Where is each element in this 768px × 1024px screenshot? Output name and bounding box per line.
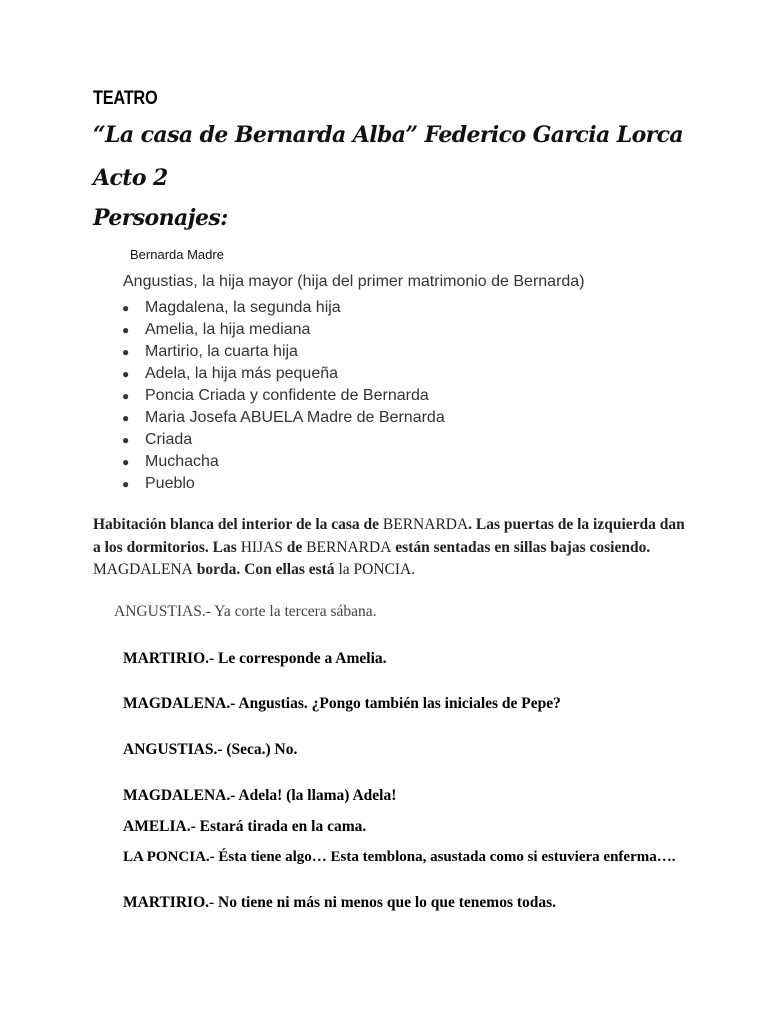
cast-list xyxy=(122,297,445,495)
dialogue-text: Angustias. ¿Pongo también las iniciales de Pepe? xyxy=(235,695,561,712)
dialogue-line xyxy=(114,603,377,621)
list-item: ● Amelia, la hija mediana xyxy=(122,319,445,341)
bullet-icon: ● xyxy=(122,367,130,381)
list-item: ● Adela, la hija más pequeña xyxy=(122,363,445,385)
speaker-name: AMELIA.- xyxy=(123,818,196,835)
dialogue-line xyxy=(123,695,561,713)
dialogue-line xyxy=(123,741,297,759)
dialogue-text: Estará tirada en la cama. xyxy=(195,818,367,835)
bullet-icon: ● xyxy=(122,301,130,315)
cast-heading: Personajes: xyxy=(93,205,228,231)
dialogue-line xyxy=(123,650,387,668)
speaker-name: MAGDALENA.- xyxy=(123,787,236,804)
dialogue-line xyxy=(123,894,556,912)
list-item: ● Martirio, la cuarta hija xyxy=(122,341,445,363)
stage-direction: Habitación blanca del interior de la casa de BERNARDA. Las puertas de la izquierda dan a los dormitorios. Las HIJAS de BERNARDA están sentadas en sillas bajas cosiendo. MAGDALENA borda. Con ellas está la PONCIA. xyxy=(93,516,685,578)
bullet-icon: ● xyxy=(122,345,130,359)
dialogue-text: No tiene ni más ni menos que lo que tenemos todas. xyxy=(214,894,557,911)
bullet-icon: ● xyxy=(122,455,130,469)
play-title: “La casa de Bernarda Alba” Federico Garcia Lorca xyxy=(93,122,684,148)
speaker-name: MARTIRIO.- xyxy=(123,894,215,911)
bullet-icon: ● xyxy=(122,389,130,403)
list-item: ● Maria Josefa ABUELA Madre de Bernarda xyxy=(122,407,445,429)
list-item: ● Poncia Criada y confidente de Bernarda xyxy=(122,385,445,407)
speaker-name: MARTIRIO.- xyxy=(123,650,215,667)
act-heading: Acto 2 xyxy=(93,165,168,191)
dialogue-text: Ya corte la tercera sábana. xyxy=(210,603,377,620)
dialogue-line xyxy=(123,818,366,836)
bullet-icon: ● xyxy=(122,433,130,447)
dialogue-text: Le corresponde a Amelia. xyxy=(214,650,387,667)
cast-entry-bernarda: Bernarda Madre xyxy=(130,247,224,262)
list-item: ● Pueblo xyxy=(122,473,445,495)
dialogue-text: Ésta tiene algo… Esta temblona, asustada como si estuviera enferma…. xyxy=(214,849,676,865)
list-item: ● Muchacha xyxy=(122,451,445,473)
section-heading: TEATRO xyxy=(93,88,158,109)
dialogue-line xyxy=(123,849,675,866)
list-item: ● Criada xyxy=(122,429,445,451)
speaker-name: MAGDALENA.- xyxy=(123,695,236,712)
dialogue-text: (Seca.) No. xyxy=(222,741,298,758)
list-item: ● Magdalena, la segunda hija xyxy=(122,297,445,319)
dialogue-line xyxy=(123,787,396,805)
bullet-icon: ● xyxy=(122,323,130,337)
speaker-name: ANGUSTIAS.- xyxy=(123,741,223,758)
speaker-name: ANGUSTIAS.- xyxy=(114,603,211,620)
bullet-icon: ● xyxy=(122,411,130,425)
speaker-name: LA PONCIA.- xyxy=(123,849,215,865)
bullet-icon: ● xyxy=(122,477,130,491)
dialogue-text: Adela! (la llama) Adela! xyxy=(235,787,397,804)
cast-entry-angustias: Angustias, la hija mayor (hija del primer matrimonio de Bernarda) xyxy=(123,273,585,290)
